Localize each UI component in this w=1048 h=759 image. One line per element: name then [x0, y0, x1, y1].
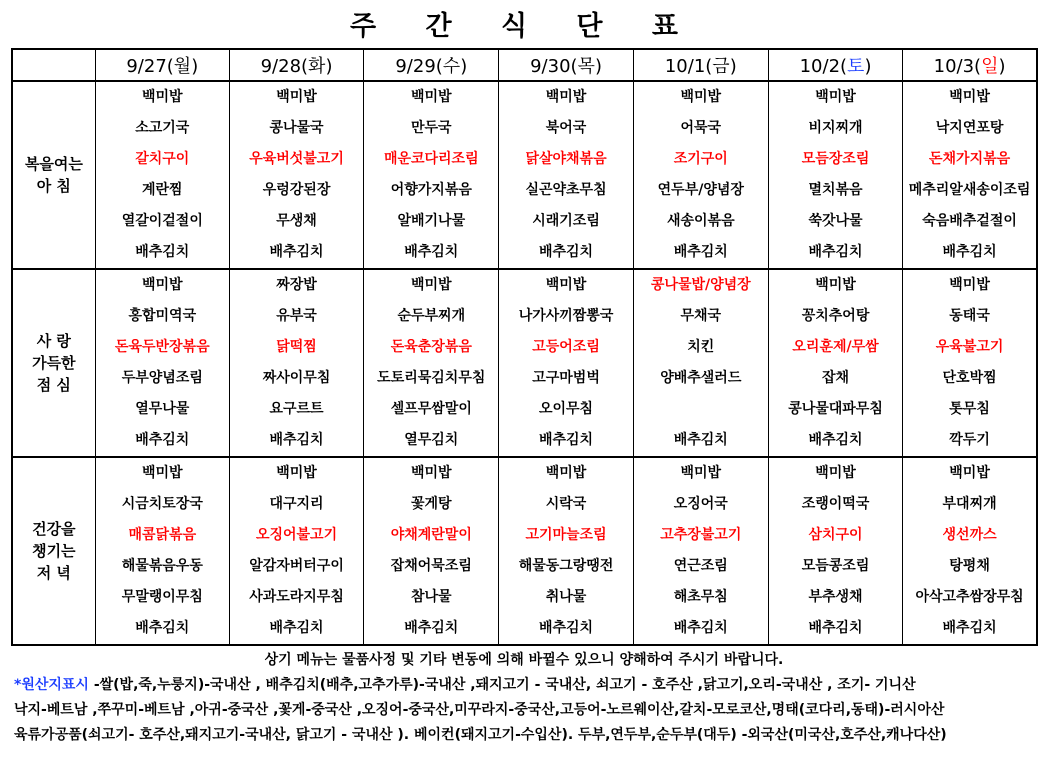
dish-item: 대구지리	[269, 496, 324, 512]
dish-item: 오징어국	[673, 496, 728, 512]
dish-item: 잡채어묵조림	[390, 558, 472, 574]
dish-main-highlight: 닭살야채볶음	[525, 151, 607, 167]
dish-item: 계란찜	[141, 182, 183, 198]
menu-cell	[95, 269, 229, 457]
meal-label	[12, 457, 95, 645]
dish-item: 무말랭이무침	[121, 589, 203, 605]
meal-label-line: 챙기는	[32, 542, 76, 560]
dish-item: 연두부/양념장	[657, 182, 744, 198]
weekly-menu-table	[11, 48, 1038, 646]
meal-label	[12, 81, 95, 269]
dish-item: 낙지연포탕	[935, 120, 1004, 136]
date-header-row	[12, 49, 1037, 81]
dish-main-highlight: 우육불고기	[935, 339, 1004, 355]
day-of-week: 목	[577, 56, 595, 77]
menu-cell	[499, 81, 633, 269]
dish-item: 배추김치	[404, 244, 459, 260]
menu-cell	[364, 81, 499, 269]
dish-item: 연근조림	[673, 558, 728, 574]
dish-item: 백미밥	[815, 465, 856, 481]
dish-main-highlight: 오징어불고기	[255, 527, 338, 543]
meal-label-line: 아 침	[36, 177, 71, 195]
date-header	[229, 49, 363, 81]
date-header	[903, 49, 1037, 81]
date-header	[95, 49, 229, 81]
dish-item: 취나물	[545, 589, 587, 605]
date-text: 9/30(	[530, 56, 578, 77]
menu-cell	[903, 81, 1037, 269]
menu-cell	[95, 457, 229, 645]
dish-main-highlight: 콩나물밥/양념장	[650, 277, 751, 293]
menu-cell	[95, 81, 229, 269]
dish-item: 배추김치	[538, 620, 594, 636]
dish-item: 부대찌개	[942, 496, 997, 512]
dish-item: 백미밥	[815, 277, 856, 293]
dish-item: 유부국	[276, 308, 317, 324]
date-text: 9/28(	[260, 56, 309, 77]
dish-item: 콩나물대파무침	[788, 401, 883, 417]
date-close: )	[191, 56, 199, 77]
dish-main-highlight: 닭떡찜	[276, 339, 317, 355]
dish-item: 열무나물	[135, 401, 190, 417]
dish-item: 오이무침	[538, 401, 594, 417]
dish-item: 배추김치	[269, 432, 324, 448]
origin-tag: *원산지표시	[14, 677, 89, 693]
dish-item: 동태국	[949, 308, 990, 324]
dish-item: 열갈이겉절이	[121, 213, 203, 229]
menu-cell	[633, 81, 768, 269]
day-of-week: 일	[981, 56, 999, 77]
dish-main-highlight: 모듬장조림	[801, 151, 870, 167]
dish-main-highlight: 돈육춘장볶음	[390, 339, 472, 355]
dish-item: 꽃게탕	[410, 496, 452, 512]
day-of-week: 토	[847, 56, 865, 77]
date-text: 9/29(	[395, 56, 443, 77]
dish-item: 시금치토장국	[121, 496, 203, 512]
meal-label	[12, 269, 95, 457]
menu-cell	[499, 269, 633, 457]
meal-label-line: 가득한	[32, 354, 76, 372]
meal-label-line: 점 심	[36, 376, 71, 394]
origin-line: 육류가공품(쇠고기- 호주산,돼지고기-국내산, 닭고기 - 국내산 ). 베이컨(돼지고기-수입산). 두부,연두부,순두부(대두) -외국산(미국산,호주산,캐나다산)	[14, 727, 947, 743]
dish-item	[634, 394, 768, 425]
menu-cell	[499, 457, 633, 645]
origin-text: -쌀(밥,죽,누룽지)-국내산 , 배추김치(배추,고추가루)-국내산 ,돼지고기 - 국내산, 쇠고기 - 호주산 ,닭고기,오리-국내산 , 조기- 기니산	[88, 677, 916, 693]
dish-item: 사과도라지무침	[249, 589, 344, 605]
dish-item: 백미밥	[815, 89, 856, 105]
date-close: )	[460, 56, 468, 77]
dish-item: 아삭고추쌈장무침	[915, 589, 1024, 605]
day-of-week: 화	[308, 56, 326, 77]
dish-item: 백미밥	[949, 89, 990, 105]
dish-main-highlight: 매콤닭볶음	[128, 527, 197, 543]
date-text: 10/1(	[664, 56, 713, 77]
day-of-week: 월	[173, 56, 192, 77]
dish-item: 백미밥	[410, 89, 452, 105]
dish-item: 알배기나물	[397, 213, 466, 229]
dish-item: 배추김치	[269, 620, 324, 636]
dish-item: 비지찌개	[808, 120, 863, 136]
menu-cell	[903, 457, 1037, 645]
dish-item: 시래기조림	[532, 213, 600, 229]
dish-item: 톳무침	[949, 401, 990, 417]
dish-item: 백미밥	[545, 277, 587, 293]
dish-item: 어묵국	[680, 120, 722, 136]
dish-item: 배추김치	[673, 620, 728, 636]
meal-row	[12, 81, 1037, 269]
dish-item: 해물볶음우동	[121, 558, 203, 574]
dish-item: 백미밥	[680, 89, 722, 105]
meal-label-line: 저 녁	[36, 564, 71, 582]
dish-item: 나가사끼짬뽕국	[518, 308, 614, 324]
date-header	[499, 49, 633, 81]
menu-cell	[903, 269, 1037, 457]
corner-cell	[12, 49, 95, 81]
dish-item: 배추김치	[942, 244, 997, 260]
dish-item: 배추김치	[538, 244, 594, 260]
dish-item: 백미밥	[141, 465, 183, 481]
dish-item: 무채국	[680, 308, 722, 324]
dish-item: 고구마범벅	[532, 370, 600, 386]
date-header	[633, 49, 768, 81]
dish-item: 백미밥	[680, 465, 722, 481]
menu-cell	[768, 81, 902, 269]
dish-item: 북어국	[545, 120, 587, 136]
dish-main-highlight: 고기마늘조림	[525, 527, 607, 543]
origin-line	[14, 673, 1042, 698]
dish-item: 열무김치	[404, 432, 459, 448]
date-header	[768, 49, 902, 81]
dish-main-highlight: 야채계란말이	[390, 527, 472, 543]
date-close: )	[594, 56, 602, 77]
dish-item: 멸치볶음	[808, 182, 863, 198]
dish-item: 백미밥	[410, 277, 452, 293]
dish-item: 배추김치	[404, 620, 459, 636]
dish-item: 알감자버터구이	[249, 558, 344, 574]
menu-cell	[633, 457, 768, 645]
date-close: )	[325, 56, 333, 77]
dish-item: 쑥갓나물	[808, 213, 863, 229]
date-text: 9/27(	[126, 56, 174, 77]
dish-item: 순두부찌개	[397, 308, 466, 324]
dish-item: 실곤약초무침	[525, 182, 607, 198]
menu-cell	[229, 81, 363, 269]
dish-item: 배추김치	[808, 432, 863, 448]
date-text: 10/2(	[799, 56, 848, 77]
dish-item: 백미밥	[141, 277, 183, 293]
dish-item: 깍두기	[949, 432, 990, 448]
menu-cell	[633, 269, 768, 457]
date-close: )	[998, 56, 1006, 77]
dish-item: 양배추샐러드	[660, 370, 742, 386]
dish-main-highlight: 갈치구이	[135, 151, 190, 167]
dish-item: 백미밥	[141, 89, 183, 105]
dish-item: 단호박찜	[942, 370, 997, 386]
dish-item: 만두국	[410, 120, 452, 136]
dish-item: 새송이볶음	[666, 213, 735, 229]
date-close: )	[864, 56, 872, 77]
dish-item: 무생채	[276, 213, 317, 229]
dish-item: 잡채	[822, 370, 850, 386]
date-text: 10/3(	[933, 56, 982, 77]
dish-item: 메추리알새송이조림	[908, 182, 1031, 198]
meal-row	[12, 269, 1037, 457]
dish-item: 소고기국	[135, 120, 190, 136]
dish-item: 배추김치	[135, 244, 190, 260]
meal-label-line: 사 랑	[36, 332, 71, 350]
dish-item: 우렁강된장	[262, 182, 331, 198]
dish-main-highlight: 조기구이	[673, 151, 728, 167]
dish-main-highlight: 우육버섯불고기	[249, 151, 344, 167]
dish-item: 모듬콩조림	[801, 558, 870, 574]
dish-item: 백미밥	[949, 277, 990, 293]
dish-item: 홍합미역국	[128, 308, 197, 324]
dish-item: 부추생채	[808, 589, 863, 605]
dish-item: 해물동그랑땡전	[518, 558, 614, 574]
dish-item: 배추김치	[538, 432, 594, 448]
dish-item: 배추김치	[673, 244, 728, 260]
dish-item: 백미밥	[276, 465, 317, 481]
date-close: )	[729, 56, 737, 77]
dish-item: 조랭이떡국	[801, 496, 870, 512]
menu-cell	[229, 457, 363, 645]
dish-main-highlight: 매운코다리조림	[383, 151, 479, 167]
dish-item: 백미밥	[545, 465, 587, 481]
menu-cell	[364, 269, 499, 457]
dish-item: 백미밥	[276, 89, 317, 105]
dish-item: 배추김치	[673, 432, 728, 448]
dish-item: 배추김치	[135, 620, 190, 636]
day-of-week: 금	[712, 56, 730, 77]
menu-cell	[768, 269, 902, 457]
meal-label-line: 건강을	[32, 520, 76, 538]
dish-item: 요구르트	[269, 401, 324, 417]
day-of-week: 수	[442, 56, 461, 77]
dish-item: 참나물	[410, 589, 452, 605]
dish-main-highlight: 오리훈제/무쌈	[792, 339, 879, 355]
dish-main-highlight: 고등어조림	[532, 339, 600, 355]
dish-item: 배추김치	[942, 620, 997, 636]
dish-item: 짜장밥	[276, 277, 317, 293]
dish-item: 시락국	[545, 496, 587, 512]
dish-item: 탕평채	[949, 558, 990, 574]
meal-row	[12, 457, 1037, 645]
dish-item: 백미밥	[949, 465, 990, 481]
menu-cell	[768, 457, 902, 645]
menu-cell	[229, 269, 363, 457]
dish-main-highlight: 생선까스	[942, 527, 997, 543]
dish-main-highlight: 돈육두반장볶음	[114, 339, 210, 355]
dish-item: 백미밥	[410, 465, 452, 481]
dish-item: 꽁치추어탕	[801, 308, 870, 324]
dish-item: 배추김치	[808, 244, 863, 260]
dish-item: 치킨	[687, 339, 715, 355]
dish-item: 짜사이무침	[262, 370, 331, 386]
dish-item: 배추김치	[135, 432, 190, 448]
dish-item: 어향가지볶음	[390, 182, 472, 198]
dish-main-highlight: 삼치구이	[808, 527, 863, 543]
dish-item: 해초무침	[673, 589, 728, 605]
dish-main-highlight: 돈채가지볶음	[929, 151, 1011, 167]
dish-item: 도토리묵김치무침	[377, 370, 486, 386]
date-header	[364, 49, 499, 81]
dish-item: 콩나물국	[269, 120, 324, 136]
dish-item: 셀프무쌈말이	[390, 401, 472, 417]
dish-item: 배추김치	[269, 244, 324, 260]
dish-item: 배추김치	[808, 620, 863, 636]
meal-label-line: 복을여는	[24, 155, 83, 173]
menu-change-notice: 상기 메뉴는 물품사정 및 기타 변동에 의해 바뀔수 있으니 양해하여 주시기 바랍니다.	[264, 652, 784, 668]
page-title: 주 간 식 단 표	[349, 11, 698, 42]
dish-main-highlight: 고추장불고기	[660, 527, 742, 543]
origin-info	[14, 673, 1042, 748]
menu-cell	[364, 457, 499, 645]
dish-item: 숙음배추겉절이	[922, 213, 1017, 229]
dish-item: 두부양념조림	[121, 370, 203, 386]
origin-line: 낙지-베트남 ,쭈꾸미-베트남 ,아귀-중국산 ,꽃게-중국산 ,오징어-중국산,미꾸라지-중국산,고등어-노르웨이산,갈치-모로코산,명태(코다리,동태)-러시아산	[14, 702, 945, 718]
dish-item: 백미밥	[545, 89, 587, 105]
